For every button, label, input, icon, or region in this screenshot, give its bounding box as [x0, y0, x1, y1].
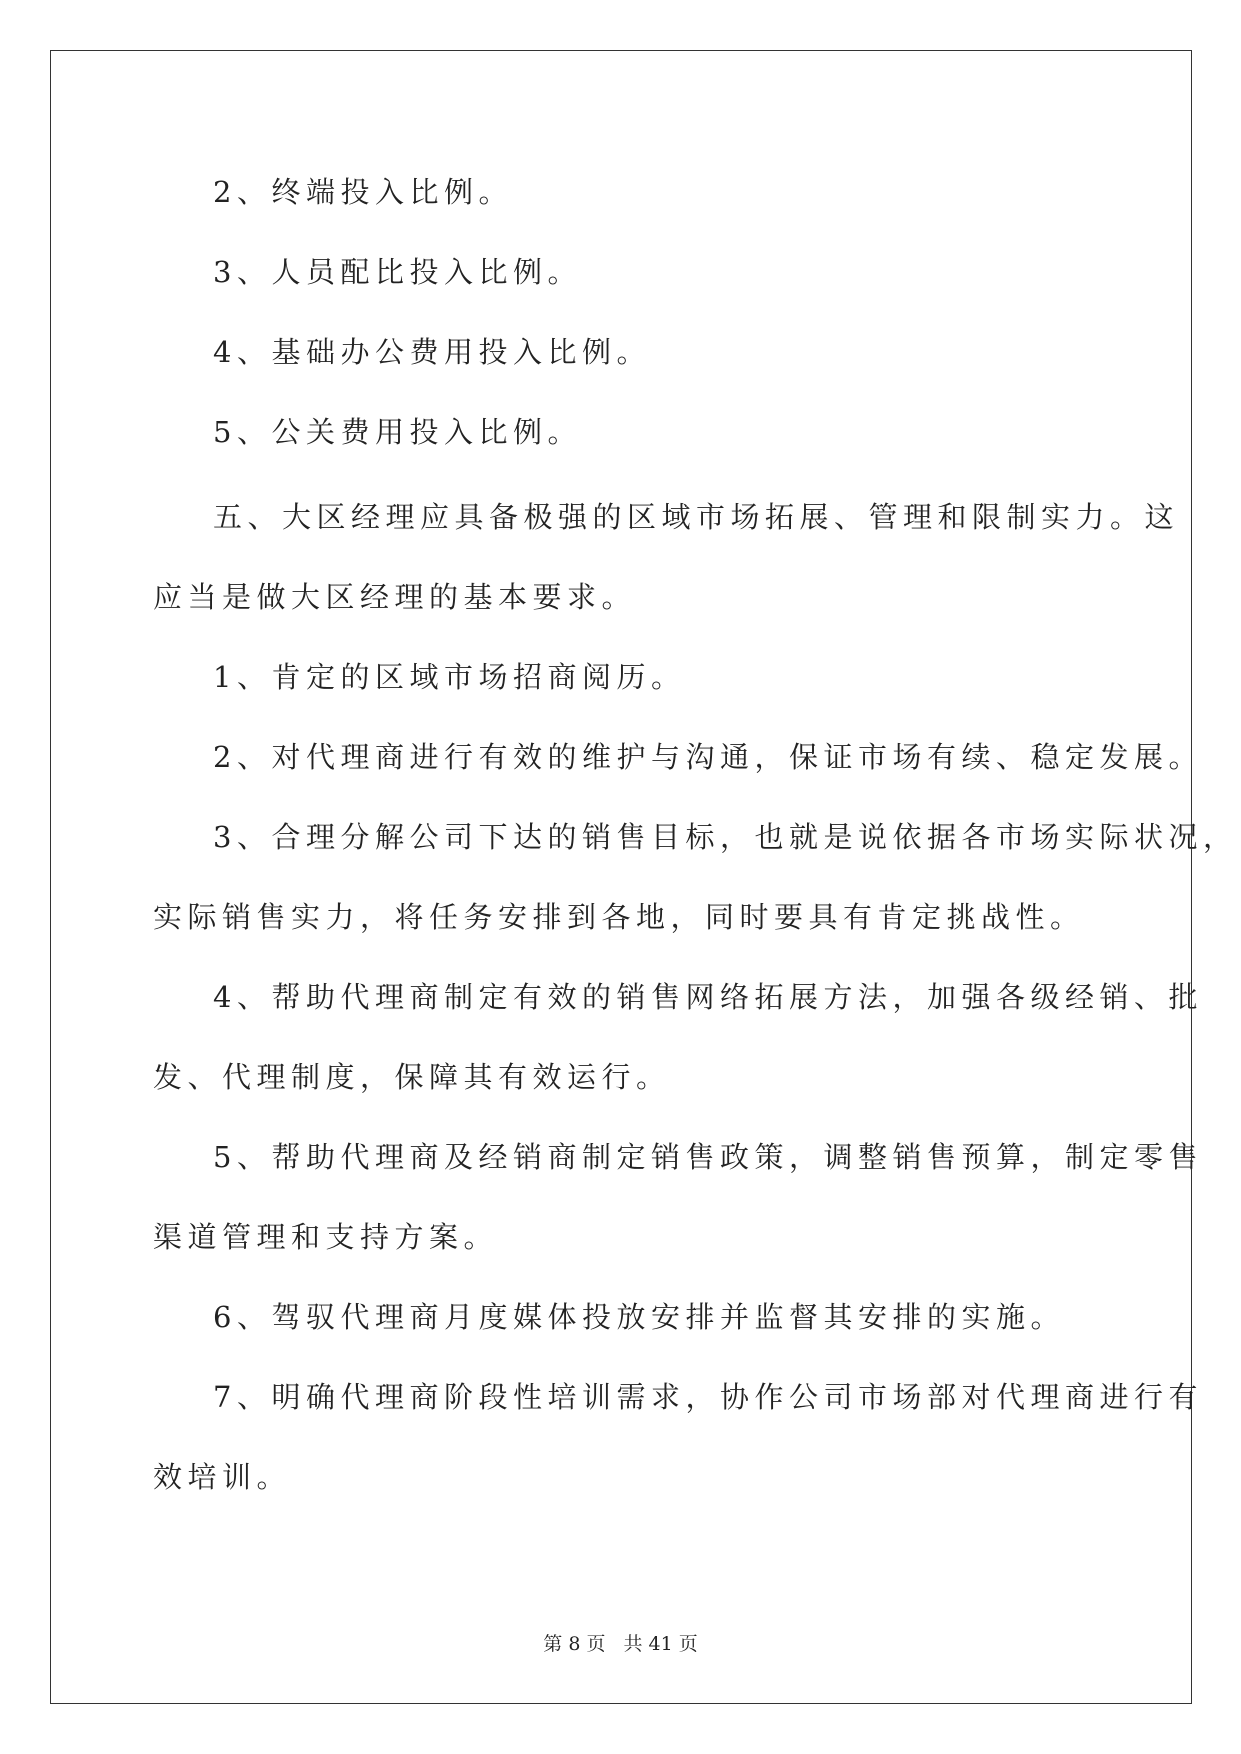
- list-item: 5、公关费用投入比例。: [213, 415, 582, 449]
- list-item: 6、驾驭代理商月度媒体投放安排并监督其安排的实施。: [213, 1300, 1065, 1334]
- list-item: 5、帮助代理商及经销商制定销售政策，调整销售预算，制定零售: [213, 1140, 1203, 1174]
- page-total: 共 41 页: [623, 1633, 698, 1655]
- list-item: 4、帮助代理商制定有效的销售网络拓展方法，加强各级经销、批: [213, 980, 1203, 1014]
- list-item: 2、对代理商进行有效的维护与沟通，保证市场有续、稳定发展。: [213, 740, 1203, 774]
- list-item: 3、合理分解公司下达的销售目标，也就是说依据各市场实际状况，: [213, 820, 1238, 854]
- page-border: [50, 50, 1192, 1704]
- paragraph-line: 实际销售实力，将任务安排到各地，同时要具有肯定挑战性。: [153, 900, 1085, 934]
- list-item: 2、终端投入比例。: [213, 175, 513, 209]
- paragraph-line: 渠道管理和支持方案。: [153, 1220, 499, 1254]
- list-item: 1、肯定的区域市场招商阅历。: [213, 660, 686, 694]
- list-item: 4、基础办公费用投入比例。: [213, 335, 651, 369]
- page-number: 第 8 页: [543, 1633, 606, 1655]
- section-heading: 五、大区经理应具备极强的区域市场拓展、管理和限制实力。这: [213, 500, 1180, 534]
- list-item: 7、明确代理商阶段性培训需求，协作公司市场部对代理商进行有: [213, 1380, 1203, 1414]
- page-footer: [0, 1629, 1241, 1656]
- paragraph-line: 效培训。: [153, 1460, 292, 1494]
- list-item: 3、人员配比投入比例。: [213, 255, 582, 289]
- paragraph-line: 发、代理制度，保障其有效运行。: [153, 1060, 671, 1094]
- paragraph-line: 应当是做大区经理的基本要求。: [153, 580, 637, 614]
